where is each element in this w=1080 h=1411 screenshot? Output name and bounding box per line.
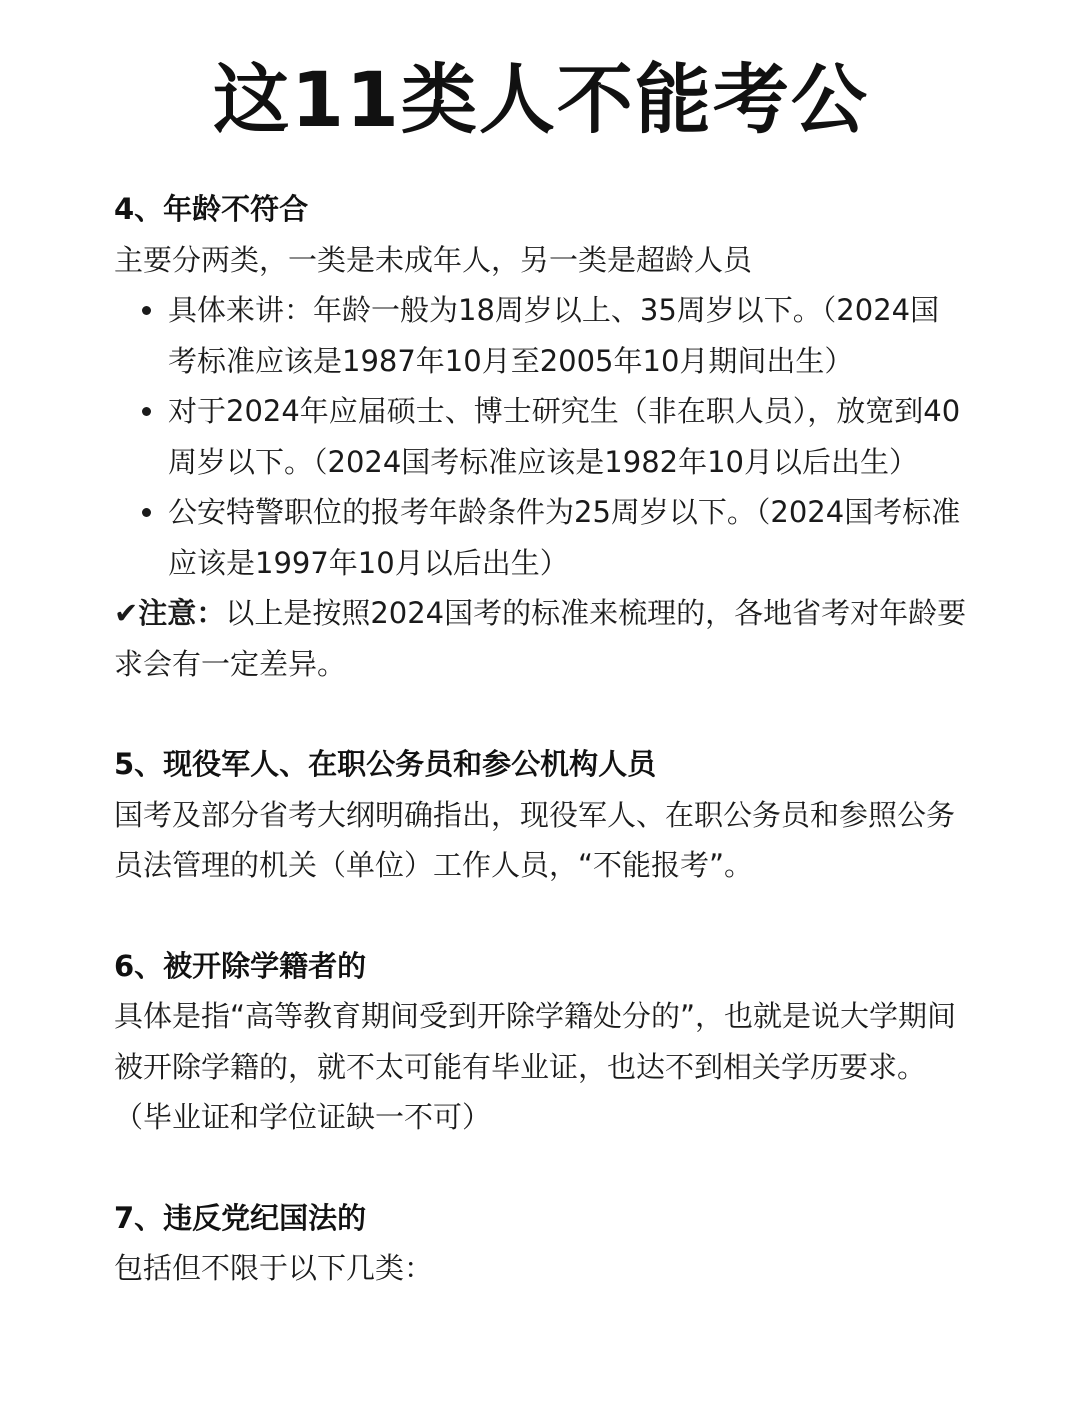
section-body: 具体是指“高等教育期间受到开除学籍处分的”，也就是说大学期间被开除学籍的，就不太可能有毕业证，也达不到相关学历要求。（毕业证和学位证缺一不可） xyxy=(114,999,957,1134)
section-military xyxy=(114,739,968,891)
section-body: 包括但不限于以下几类： xyxy=(114,1251,434,1285)
note-paragraph xyxy=(114,588,968,689)
section-heading: 6、被开除学籍者的 xyxy=(114,948,367,983)
section-heading: 4、年龄不符合 xyxy=(114,192,309,226)
bullet-item: 具体来讲：年龄一般为18周岁以上、35周岁以下。（2024国考标准应该是1987年10月至2005年10月期间出生） xyxy=(168,285,968,386)
section-heading: 5、现役军人、在职公务员和参公机构人员 xyxy=(114,747,657,781)
section-intro: 主要分两类，一类是未成年人，另一类是超龄人员 xyxy=(114,242,753,277)
section-expelled xyxy=(114,941,968,1143)
page-title: 这11类人不能考公 xyxy=(213,55,869,144)
section-age xyxy=(114,184,968,689)
bullet-item: 对于2024年应届硕士、博士研究生（非在职人员），放宽到40周岁以下。（2024国考标准应该是1982年10月以后出生） xyxy=(168,386,968,487)
section-heading: 7、违反党纪国法的 xyxy=(114,1200,367,1235)
section-body: 国考及部分省考大纲明确指出，现役军人、在职公务员和参照公务员法管理的机关（单位）工作人员，“不能报考”。 xyxy=(114,797,956,882)
section-law xyxy=(114,1193,968,1294)
bullet-item: 公安特警职位的报考年龄条件为25周岁以下。（2024国考标准应该是1997年10月以后出生） xyxy=(168,487,968,588)
bullet-list xyxy=(114,285,968,588)
article-content xyxy=(114,184,968,1294)
note-text: 以上是按照2024国考的标准来梳理的，各地省考对年龄要求会有一定差异。 xyxy=(114,596,967,681)
note-label: ✔注意： xyxy=(114,596,226,630)
